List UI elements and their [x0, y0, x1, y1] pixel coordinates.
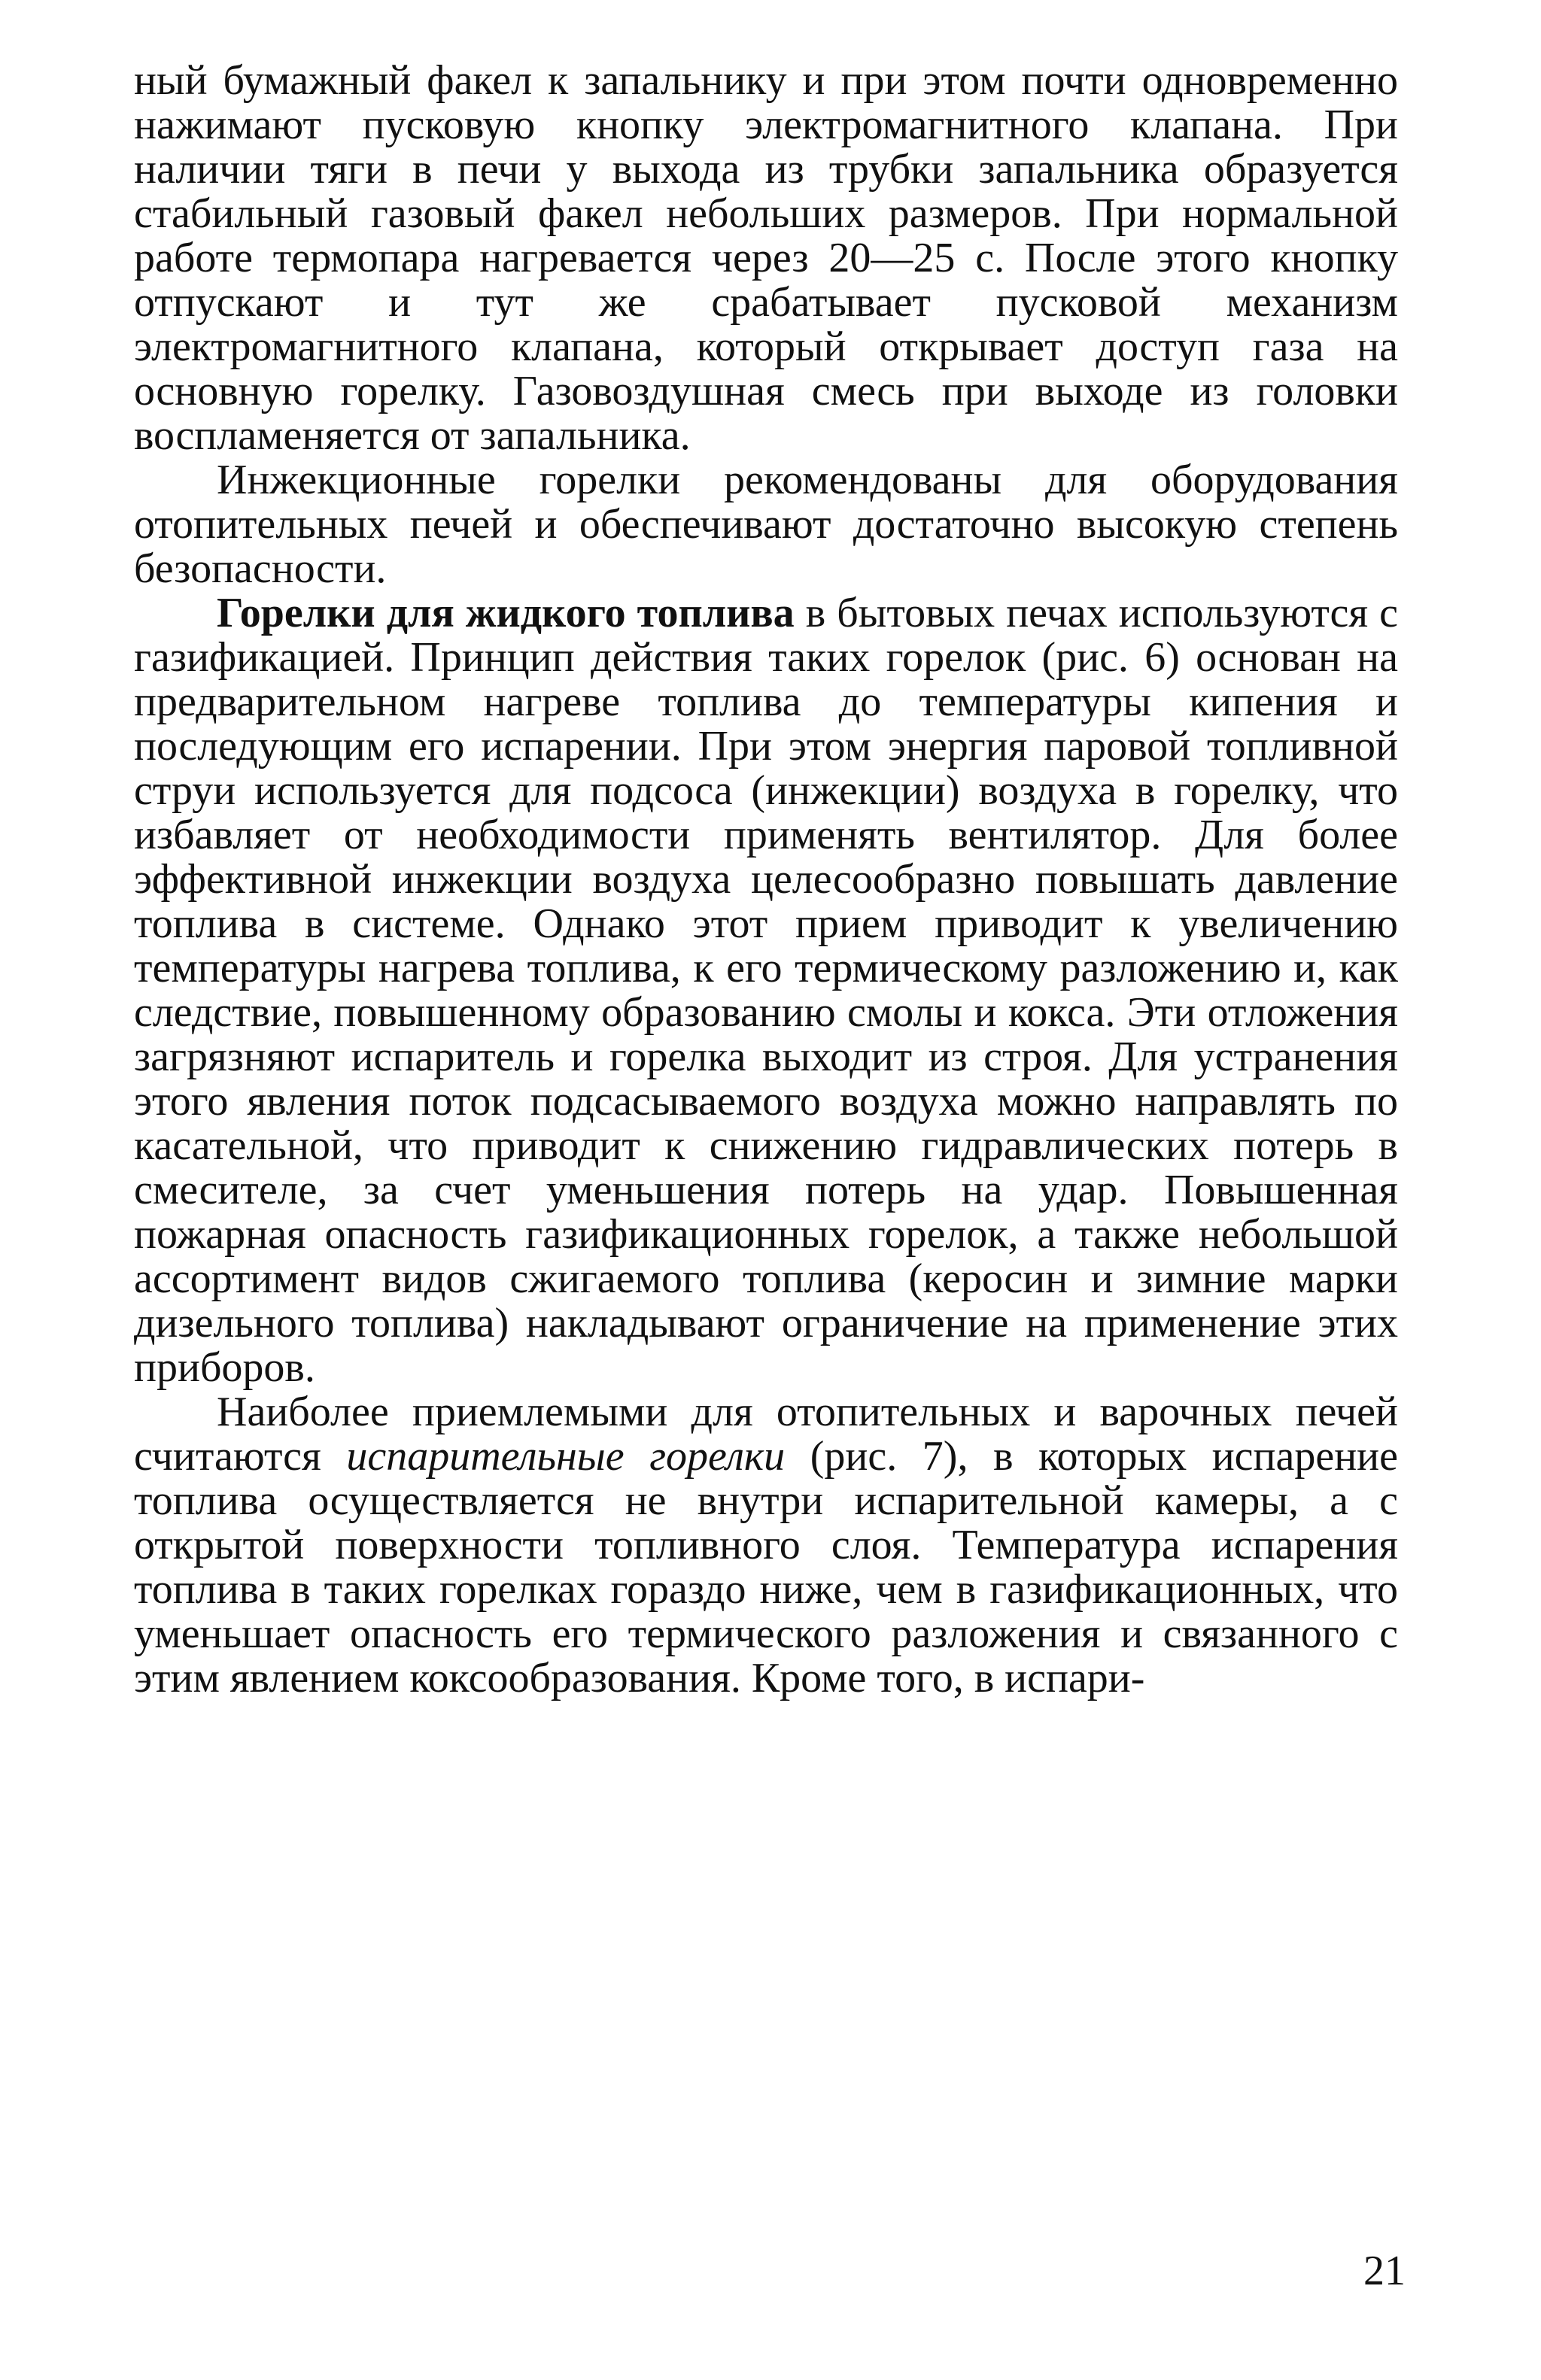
paragraph-evaporative-burners — [134, 1390, 1398, 1701]
paragraph-liquid-fuel-text: в бытовых печах используются с газификацией. Принцип действия таких горелок (рис. 6) основан на предварительном нагреве топлива до температуры кипения и последующим его испарении. При этом энергия паровой топливной струи используется для подсоса (инжекции) воздуха в горелку, что избавляет от необходимости применять вентилятор. Для более эффективной инжекции воздуха целесообразно повышать давление топлива в системе. Однако этот прием приводит к увеличению температуры нагрева топлива, к его термическому разложению и, как следствие, повышенному образованию смолы и кокса. Эти отложения загрязняют испаритель и горелка выходит из строя. Для устранения этого явления поток подсасываемого воздуха можно направлять по касательной, что приводит к снижению гидравлических потерь в смесителе, за счет уменьшения потерь на удар. Повышенная пожарная опасность газификационных горелок, а также небольшой ассортимент видов сжигаемого топлива (керосин и зимние марки дизельного топлива) накладывают ограничение на применение этих приборов. — [134, 590, 1399, 1391]
paragraph-injection-burners: Инжекционные горелки рекомендованы для оборудования отопительных печей и обеспечивают достаточно высокую степень безопасности. — [134, 457, 1398, 592]
body-text — [134, 59, 1398, 1701]
paragraph-continuation: ный бумажный факел к запальнику и при этом почти одновременно нажимают пусковую кнопку электромагнитного клапана. При наличии тяги в печи у выхода из трубки запальника образуется стабильный газовый факел небольших размеров. При нормальной работе термопара нагревается через 20—25 с. После этого кнопку отпускают и тут же срабатывает пусковой механизм электромагнитного клапана, который открывает доступ газа на основную горелку. Газовоздушная смесь при выходе из головки воспламеняется от запальника. — [134, 57, 1398, 459]
italic-term-evaporative-burners: испарительные горелки — [346, 1433, 786, 1480]
page-number: 21 — [1363, 2248, 1406, 2294]
paragraph-evaporative-text-after: (рис. 7), в которых испарение топлива осуществляется не внутри испарительной камеры, а с открытой поверхности топливного слоя. Температура испарения топлива в таких горелках гораздо ниже, чем в газификационных, что уменьшает опасность его термического разложения и связанного с этим явлением коксообразования. Кроме того, в испари- — [134, 1433, 1399, 1702]
paragraph-evaporative-text-before: Наиболее приемлемыми для отопительных и варочных печей считаются — [134, 1389, 1398, 1480]
paragraph-liquid-fuel-burners — [134, 591, 1398, 1390]
bold-term-liquid-fuel-burners: Горелки для жидкого топлива — [217, 590, 795, 636]
